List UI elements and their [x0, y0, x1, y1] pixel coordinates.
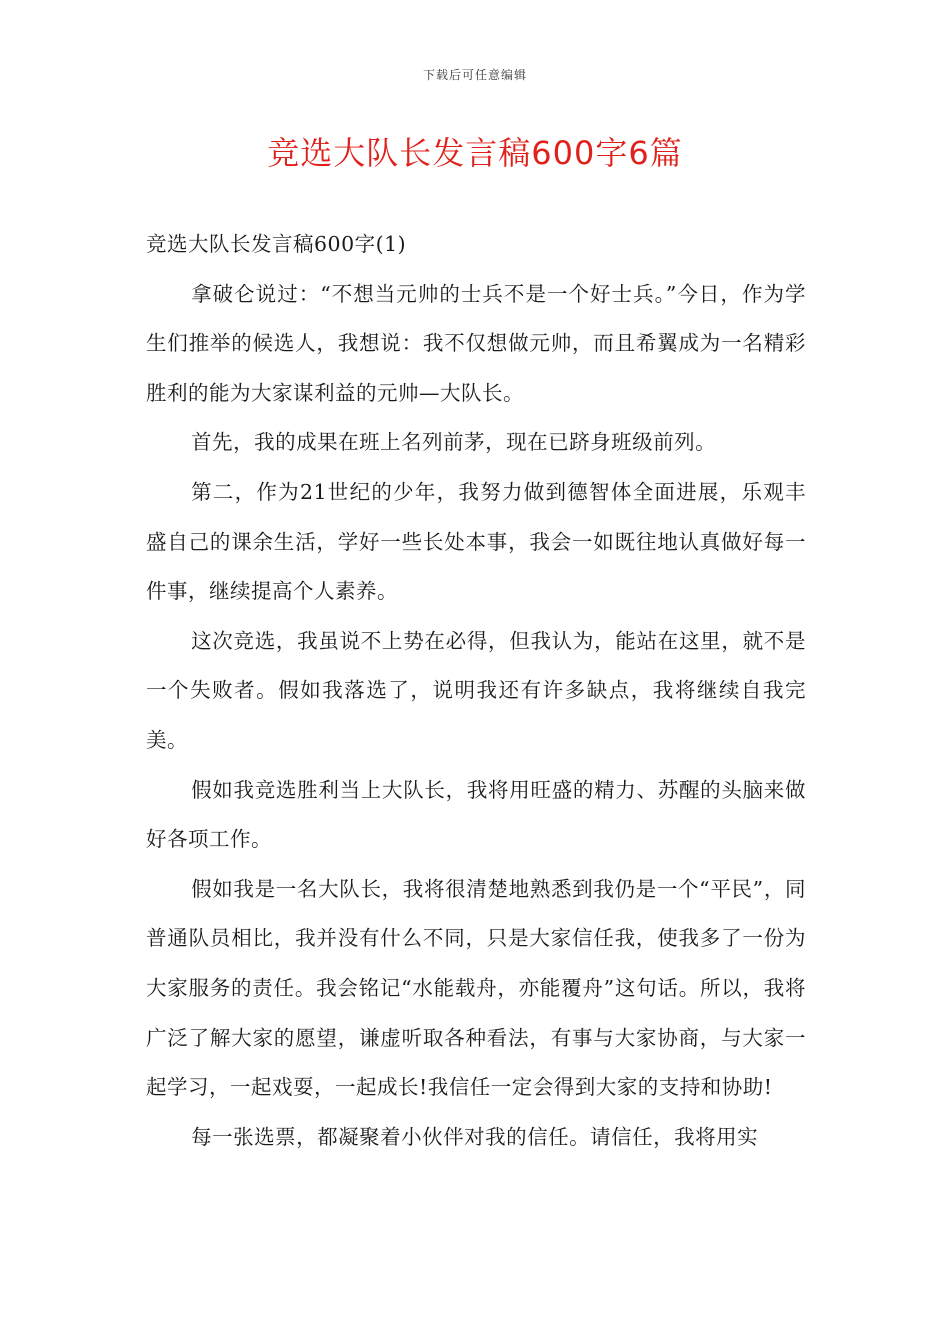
paragraph-5: 假如我竞选胜利当上大队长，我将用旺盛的精力、苏醒的头脑来做好各项工作。 — [146, 777, 806, 852]
paragraph-2: 首先，我的成果在班上名列前茅，现在已跻身班级前列。 — [191, 430, 717, 455]
section-title: 竞选大队长发言稿600字(1) — [146, 232, 407, 256]
paragraph-1: 拿破仑说过：“不想当元帅的士兵不是一个好士兵。”今日，作为学生们推举的候选人，我想说：我不仅想做元帅，而且希翼成为一名精彩胜利的能为大家谋利益的元帅—大队长。 — [146, 281, 806, 405]
paragraph-7: 每一张选票，都凝聚着小伙伴对我的信任。请信任，我将用实 — [191, 1124, 759, 1149]
paragraph-4: 这次竞选，我虽说不上势在必得，但我认为，能站在这里，就不是一个失败者。假如我落选了，说明我还有许多缺点，我将继续自我完美。 — [146, 628, 806, 752]
document-title: 竞选大队长发言稿600字6篇 — [267, 134, 683, 172]
header-note: 下载后可任意编辑 — [422, 68, 527, 82]
paragraph-6: 假如我是一名大队长，我将很清楚地熟悉到我仍是一个“平民”，同普通队员相比，我并没有什么不同，只是大家信任我，使我多了一份为大家服务的责任。我会铭记“水能载舟，亦能覆舟”这句话。所以，我将广泛了解大家的愿望，谦虚听取各种看法，有事与大家协商，与大家一起学习，一起戏耍，一起成长!我信任一定会得到大家的支持和协助! — [146, 876, 806, 1100]
document-body — [146, 220, 806, 1162]
paragraph-3: 第二，作为21世纪的少年，我努力做到德智体全面进展，乐观丰盛自己的课余生活，学好一些长处本事，我会一如既往地认真做好每一件事，继续提高个人素养。 — [146, 479, 806, 604]
